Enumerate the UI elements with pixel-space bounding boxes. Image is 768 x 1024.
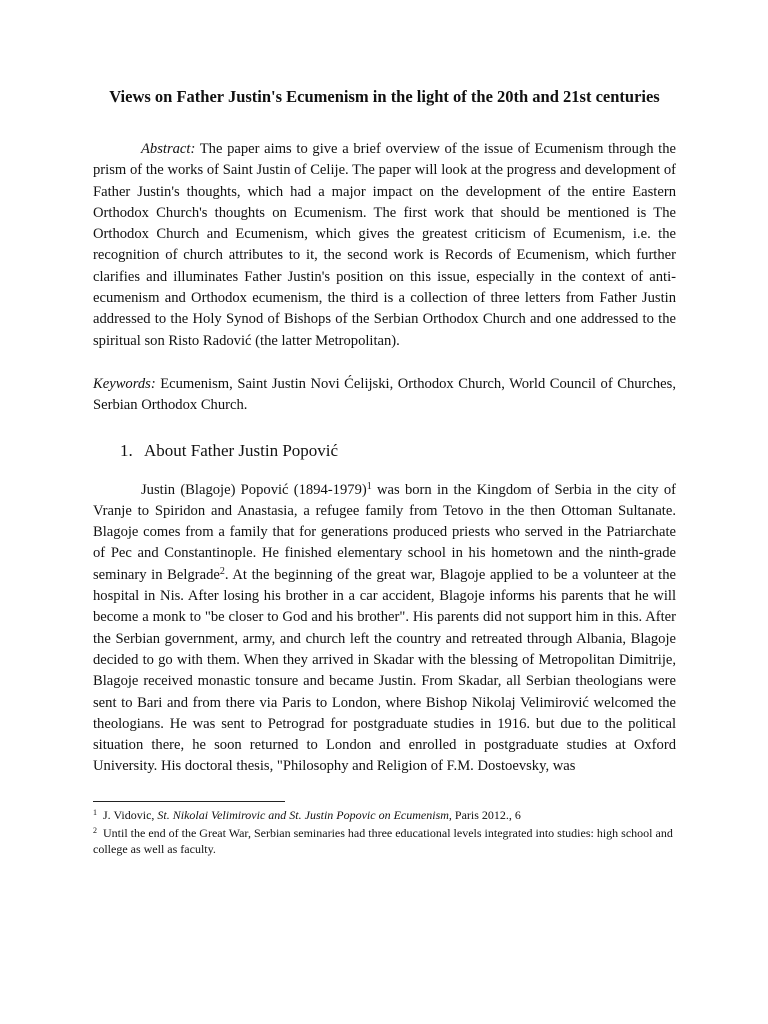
footnote-1 xyxy=(93,808,676,824)
section-heading xyxy=(120,439,676,463)
footnote-2-text: Until the end of the Great War, Serbian seminaries had three educational levels integrated into studies: high school and college as well as faculty. xyxy=(93,826,673,856)
keywords-paragraph xyxy=(93,374,676,417)
footnote-1-pre: J. Vidovic, xyxy=(100,807,158,822)
keywords-label: Keywords: xyxy=(93,375,156,392)
abstract-text: The paper aims to give a brief overview of the issue of Ecumenism through the prism of the works of Saint Justin of Celije. The paper will look at the progress and development of Father Justin's thoughts, which had a major impact on the development of the entire Eastern Orthodox Church's thoughts on Ecumenism. The first work that should be mentioned is The Orthodox Church and Ecumenism, which gives the greatest criticism of Ecumenism, i.e. the recognition of church attributes to it, the second work is Records of Ecumenism, which further clarifies and illuminates Father Justin's position on this issue, especially in the context of anti-ecumenism and Orthodox ecumenism, the third is a collection of three letters from Father Justin addressed to the Holy Synod of Bishops of the Serbian Orthodox Church and one addressed to the spiritual son Risto Radović (the latter Metropolitan). xyxy=(93,141,676,349)
abstract-label: Abstract: xyxy=(141,141,196,157)
body-paragraph xyxy=(93,480,676,778)
footnote-mark-2: 2 xyxy=(93,826,97,836)
keywords-text: Ecumenism, Saint Justin Novi Ćelijski, Orthodox Church, World Council of Churches, Serbian Orthodox Church. xyxy=(93,375,676,414)
footnote-divider xyxy=(93,801,285,802)
body-text-2: was born in the Kingdom of Serbia in the city of Vranje to Spiridon and Anastasia, a refugee family from Tetovo in the then Ottoman Sultanate. Blagoje comes from a family that for generations produced priests who served in the Patriarchate of Pec and Constantinople. He finished elementary school in his hometown and the ninth-grade seminary in Belgrade xyxy=(93,481,676,583)
footnote-mark-1: 1 xyxy=(93,807,97,817)
footnote-1-italic: St. Nikolai Velimirovic and St. Justin Popovic on Ecumenism, xyxy=(157,807,452,822)
section-number: 1. xyxy=(120,440,133,460)
body-text-3: . At the beginning of the great war, Blagoje applied to be a volunteer at the hospital in Nis. After losing his brother in a car accident, Blagoje informs his parents that he will become a monk to "be closer to God and his brother". His parents did not support him in this. After the Serbian government, army, and church left the country and retreated through Albania, Blagoje decided to go with them. When they arrived in Skadar with the blessing of Metropolitan Dimitrije, Blagoje received monastic tonsure and became Justin. From Skadar, all Serbian theologians were sent to Bari and from there via Paris to London, where Bishop Nikolaj Velimirović welcomed the theologians. He was sent to Petrograd for postgraduate studies in 1916. but due to the political situation there, he soon returned to London and enrolled in postgraduate studies at Oxford University. His doctoral thesis, "Philosophy and Religion of F.M. Dostoevsky, was xyxy=(93,566,676,775)
body-text-1: Justin (Blagoje) Popović (1894-1979) xyxy=(141,481,367,498)
abstract-paragraph xyxy=(93,139,676,352)
section-title: About Father Justin Popović xyxy=(144,440,339,460)
paper-title: Views on Father Justin's Ecumenism in the light of the 20th and 21st centuries xyxy=(109,87,660,106)
footnote-2 xyxy=(93,826,676,857)
footnotes xyxy=(93,808,676,858)
footnote-ref-2[interactable]: 2 xyxy=(219,565,225,577)
footnote-ref-1[interactable]: 1 xyxy=(366,480,372,492)
footnote-1-post: Paris 2012., 6 xyxy=(451,807,521,822)
